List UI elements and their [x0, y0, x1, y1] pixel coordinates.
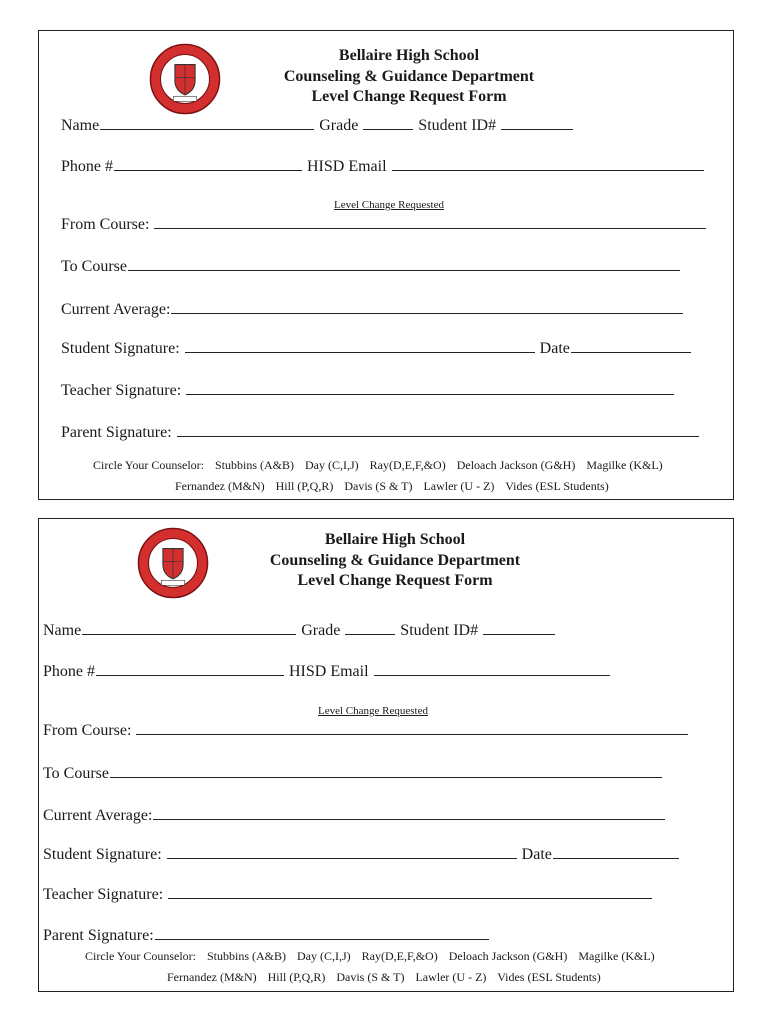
student-id-label: Student ID#	[418, 117, 497, 134]
phone-email-row	[61, 156, 705, 177]
name-label: Name	[43, 622, 82, 639]
student-id-field[interactable]	[483, 620, 555, 635]
counselor-option[interactable]: Vides (ESL Students)	[497, 970, 601, 984]
counselor-option[interactable]: Magilke (K&L)	[586, 458, 663, 472]
grade-field[interactable]	[363, 115, 413, 130]
student-signature-row	[43, 844, 680, 865]
parent-signature-row	[43, 925, 490, 946]
counselor-row-1	[93, 458, 671, 473]
student-signature-field[interactable]	[167, 844, 517, 859]
counselor-option[interactable]: Fernandez (M&N)	[167, 970, 257, 984]
student-signature-label: Student Signature:	[43, 846, 162, 863]
to-course-row	[61, 256, 681, 277]
counselor-row-2	[175, 479, 617, 494]
teacher-signature-label: Teacher Signature:	[43, 886, 164, 903]
teacher-signature-field[interactable]	[186, 380, 674, 395]
current-average-label: Current Average:	[43, 807, 153, 824]
teacher-signature-label: Teacher Signature:	[61, 382, 182, 399]
counselor-option[interactable]: Vides (ESL Students)	[505, 479, 609, 493]
counselor-option[interactable]: Magilke (K&L)	[578, 949, 655, 963]
student-signature-field[interactable]	[185, 338, 535, 353]
phone-email-row	[43, 661, 611, 682]
circle-counselor-label: Circle Your Counselor:	[85, 949, 196, 963]
level-change-section-title: Level Change Requested	[334, 199, 444, 211]
level-change-section-title: Level Change Requested	[318, 705, 428, 717]
email-field[interactable]	[392, 156, 704, 171]
counselor-row-1	[85, 949, 663, 964]
from-course-label: From Course:	[61, 216, 150, 233]
date-label: Date	[521, 846, 552, 863]
parent-signature-field[interactable]	[155, 925, 489, 940]
parent-signature-label: Parent Signature:	[43, 927, 154, 944]
counselor-option[interactable]: Fernandez (M&N)	[175, 479, 265, 493]
counselor-option[interactable]: Hill (P,Q,R)	[275, 479, 334, 493]
current-average-row	[61, 299, 684, 320]
student-id-field[interactable]	[501, 115, 573, 130]
from-course-field[interactable]	[154, 214, 706, 229]
to-course-field[interactable]	[110, 763, 662, 778]
from-course-row	[43, 720, 689, 741]
name-field[interactable]	[100, 115, 314, 130]
counselor-option[interactable]: Lawler (U - Z)	[415, 970, 487, 984]
phone-field[interactable]	[96, 661, 284, 676]
grade-label: Grade	[319, 117, 359, 134]
bellaire-seal-logo	[149, 43, 221, 115]
student-signature-label: Student Signature:	[61, 340, 180, 357]
teacher-signature-row	[61, 380, 675, 401]
to-course-row	[43, 763, 663, 784]
current-average-label: Current Average:	[61, 301, 171, 318]
counselor-row-2	[167, 970, 609, 985]
name-grade-id-row	[61, 115, 574, 136]
date-field[interactable]	[571, 338, 691, 353]
name-label: Name	[61, 117, 100, 134]
student-id-label: Student ID#	[400, 622, 479, 639]
from-course-label: From Course:	[43, 722, 132, 739]
form-header	[225, 530, 565, 592]
form-title: Level Change Request Form	[311, 88, 507, 105]
school-name: Bellaire High School	[324, 531, 466, 548]
form-title: Level Change Request Form	[297, 572, 493, 589]
phone-label: Phone #	[61, 158, 113, 175]
counselor-option[interactable]: Lawler (U - Z)	[423, 479, 495, 493]
email-label: HISD Email	[289, 663, 369, 680]
counselor-option[interactable]: Deloach Jackson (G&H)	[448, 949, 568, 963]
email-field[interactable]	[374, 661, 610, 676]
counselor-option[interactable]: Ray(D,E,F,&O)	[369, 458, 446, 472]
counselor-option[interactable]: Stubbins (A&B)	[207, 949, 287, 963]
teacher-signature-field[interactable]	[168, 884, 652, 899]
grade-field[interactable]	[345, 620, 395, 635]
school-name: Bellaire High School	[338, 47, 480, 64]
to-course-field[interactable]	[128, 256, 680, 271]
date-field[interactable]	[553, 844, 679, 859]
from-course-field[interactable]	[136, 720, 688, 735]
grade-label: Grade	[301, 622, 341, 639]
form-header	[239, 46, 579, 108]
parent-signature-label: Parent Signature:	[61, 424, 172, 441]
from-course-row	[61, 214, 707, 235]
parent-signature-field[interactable]	[177, 422, 699, 437]
name-grade-id-row	[43, 620, 556, 641]
counselor-option[interactable]: Hill (P,Q,R)	[267, 970, 326, 984]
current-average-row	[43, 805, 666, 826]
level-change-form-top	[38, 30, 734, 500]
email-label: HISD Email	[307, 158, 387, 175]
counselor-option[interactable]: Stubbins (A&B)	[215, 458, 295, 472]
counselor-option[interactable]: Day (C,I,J)	[297, 949, 351, 963]
circle-counselor-label: Circle Your Counselor:	[93, 458, 204, 472]
to-course-label: To Course	[43, 765, 109, 782]
counselor-option[interactable]: Davis (S & T)	[344, 479, 413, 493]
name-field[interactable]	[82, 620, 296, 635]
phone-field[interactable]	[114, 156, 302, 171]
current-average-field[interactable]	[153, 805, 665, 820]
department-name: Counseling & Guidance Department	[283, 67, 535, 85]
bellaire-seal-logo	[137, 527, 209, 599]
teacher-signature-row	[43, 884, 653, 905]
counselor-option[interactable]: Davis (S & T)	[336, 970, 405, 984]
phone-label: Phone #	[43, 663, 95, 680]
counselor-option[interactable]: Ray(D,E,F,&O)	[361, 949, 438, 963]
counselor-option[interactable]: Day (C,I,J)	[305, 458, 359, 472]
counselor-option[interactable]: Deloach Jackson (G&H)	[456, 458, 576, 472]
level-change-form-bottom	[38, 518, 734, 992]
parent-signature-row	[61, 422, 700, 443]
department-name: Counseling & Guidance Department	[269, 551, 521, 569]
to-course-label: To Course	[61, 258, 127, 275]
student-signature-row	[61, 338, 692, 359]
date-label: Date	[539, 340, 570, 357]
current-average-field[interactable]	[171, 299, 683, 314]
